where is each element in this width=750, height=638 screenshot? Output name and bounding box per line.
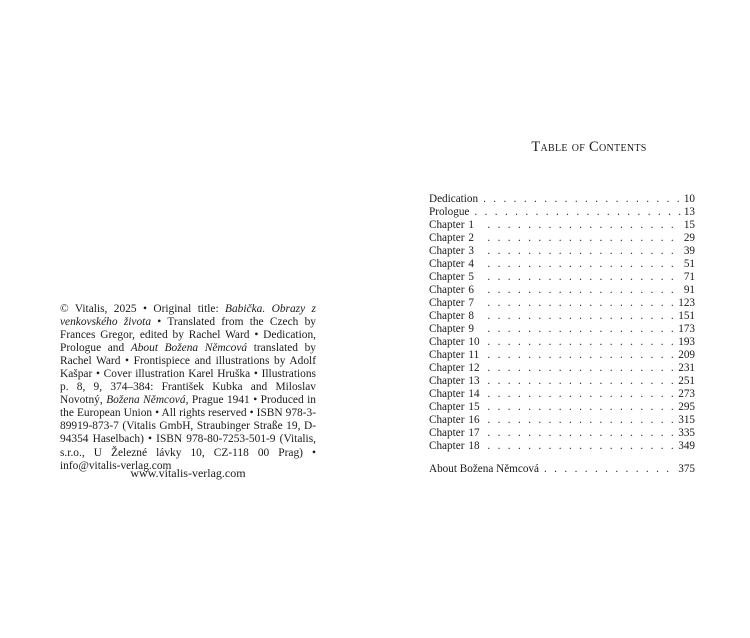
toc-dot-leader xyxy=(487,258,680,271)
copyright-imprint xyxy=(60,303,316,473)
toc-entry-label: About Božena Němcová xyxy=(429,463,539,475)
toc-entry-label: Chapter xyxy=(429,284,465,296)
toc-dot-leader xyxy=(487,219,680,232)
toc-page-number: 193 xyxy=(678,336,695,348)
toc-entry-label: Chapter xyxy=(429,362,465,374)
toc-entry-number: 5 xyxy=(468,271,475,283)
toc-entry-label: Chapter xyxy=(429,271,465,283)
toc-entry[interactable] xyxy=(429,193,695,206)
toc-page-number: 273 xyxy=(678,388,695,400)
toc-entry-label: Chapter xyxy=(429,297,465,309)
toc-page-number: 375 xyxy=(678,463,695,475)
toc-dot-leader xyxy=(487,362,675,375)
toc-entry-label: Chapter xyxy=(429,414,465,426)
toc-page-number: 151 xyxy=(678,310,695,322)
toc-dot-leader xyxy=(474,206,680,219)
toc-dot-leader xyxy=(487,440,675,453)
imprint-italic-title: Božena Němcová xyxy=(106,394,186,407)
toc-page-number: 71 xyxy=(683,271,695,283)
toc-page-number: 315 xyxy=(678,414,695,426)
toc-page-number: 173 xyxy=(678,323,695,335)
toc-entry[interactable] xyxy=(429,427,695,440)
toc-entry-number: 4 xyxy=(468,258,475,270)
toc-entry[interactable] xyxy=(429,245,695,258)
toc-entry[interactable] xyxy=(429,258,695,271)
toc-page-number: 51 xyxy=(683,258,695,270)
toc-page-number: 13 xyxy=(683,206,695,218)
toc-page-number: 209 xyxy=(678,349,695,361)
toc-dot-leader xyxy=(487,388,675,401)
imprint-text-segment: , Prague 1941 • Produced in the European Union • All rights reserved • ISBN 978-3-89919-873-7 (Vitalis GmbH, Straubinger Straße 19, D-94354 Haselbach) • ISBN 978-80-7253-501-9 (Vitalis, s.r.o., U Železné lávky 10, CZ-118 00 Prag) • info@vitalis-verlag.com xyxy=(60,394,316,472)
toc-entry[interactable] xyxy=(429,297,695,310)
toc-dot-leader xyxy=(487,414,675,427)
toc-entry-label: Chapter xyxy=(429,323,465,335)
toc-entry-number: 3 xyxy=(468,245,475,257)
toc-entry-number: 9 xyxy=(468,323,475,335)
toc-dot-leader xyxy=(487,401,675,414)
toc-entry-label: Prologue xyxy=(429,206,470,218)
imprint-paragraph xyxy=(60,303,316,473)
toc-entry-label: Chapter xyxy=(429,349,465,361)
toc-entry-label: Chapter xyxy=(429,375,465,387)
toc-dot-leader xyxy=(487,336,675,349)
toc-entry-label: Chapter xyxy=(429,401,465,413)
toc-dot-leader xyxy=(487,271,680,284)
toc-page-number: 349 xyxy=(678,440,695,452)
toc-dot-leader xyxy=(544,463,675,476)
toc-dot-leader xyxy=(487,245,680,258)
toc-entry[interactable] xyxy=(429,440,695,453)
toc-entry-number: 7 xyxy=(468,297,475,309)
toc-entry-number: 2 xyxy=(468,232,475,244)
toc-entry-number: 18 xyxy=(468,440,480,452)
toc-dot-leader xyxy=(487,310,675,323)
toc-entry-number: 13 xyxy=(468,375,480,387)
toc-entry-label: Chapter xyxy=(429,440,465,452)
toc-list xyxy=(429,193,695,476)
toc-dot-leader xyxy=(483,193,681,206)
toc-entry[interactable] xyxy=(429,362,695,375)
toc-entry-number: 15 xyxy=(468,401,480,413)
toc-entry[interactable] xyxy=(429,284,695,297)
toc-entry-label: Chapter xyxy=(429,388,465,400)
toc-entry[interactable] xyxy=(429,323,695,336)
toc-page-number: 335 xyxy=(678,427,695,439)
toc-entry[interactable] xyxy=(429,206,695,219)
toc-entry-number: 12 xyxy=(468,362,480,374)
toc-entry[interactable] xyxy=(429,271,695,284)
toc-entry[interactable] xyxy=(429,310,695,323)
toc-entry-number: 17 xyxy=(468,427,480,439)
toc-entry[interactable] xyxy=(429,414,695,427)
toc-entry[interactable] xyxy=(429,463,695,476)
toc-entry-number: 8 xyxy=(468,310,475,322)
imprint-text-segment: © Vitalis, 2025 • Original title: xyxy=(60,303,226,315)
toc-entry-label: Chapter xyxy=(429,219,465,231)
toc-page-number: 10 xyxy=(683,193,695,205)
toc-page-number: 231 xyxy=(678,362,695,374)
toc-entry-number: 1 xyxy=(468,219,475,231)
toc-page-number: 15 xyxy=(683,219,695,231)
toc-page-number: 91 xyxy=(683,284,695,296)
toc-entry[interactable] xyxy=(429,388,695,401)
toc-dot-leader xyxy=(487,297,675,310)
imprint-italic-title: Babička. Obrazy z venkovského života xyxy=(60,303,316,329)
toc-entry-label: Chapter xyxy=(429,310,465,322)
toc-entry-label: Chapter xyxy=(429,232,465,244)
toc-entry-label: Chapter xyxy=(429,427,465,439)
toc-entry[interactable] xyxy=(429,349,695,362)
toc-entry[interactable] xyxy=(429,401,695,414)
toc-entry-number: 10 xyxy=(468,336,480,348)
toc-dot-leader xyxy=(487,427,675,440)
toc-entry-label: Dedication xyxy=(429,193,479,205)
toc-entry-label: Chapter xyxy=(429,336,465,348)
toc-entry-label: Chapter xyxy=(429,245,465,257)
toc-entry[interactable] xyxy=(429,232,695,245)
toc-entry-label: Chapter xyxy=(429,258,465,270)
toc-page-number: 29 xyxy=(683,232,695,244)
right-page xyxy=(375,0,750,638)
imprint-text-segment: • Translated from the Czech by Frances Gregor, edited by Rachel Ward • Dedication, Prologue and xyxy=(60,316,316,355)
toc-entry-number: 14 xyxy=(468,388,480,400)
toc-dot-leader xyxy=(487,323,675,336)
toc-page-number: 39 xyxy=(683,245,695,257)
imprint-text-segment: translated by Rachel Ward • Frontispiece and illustrations by Adolf Kašpar • Cover illustration Karel Hruška • Illustrations p. 8, 9, 374–384: František Kubka and Miloslav Novotný, xyxy=(60,342,316,407)
toc-entry-number: 16 xyxy=(468,414,480,426)
toc-dot-leader xyxy=(487,232,680,245)
toc-title: Table of Contents xyxy=(531,139,647,155)
toc-page-number: 123 xyxy=(678,297,695,309)
toc-dot-leader xyxy=(487,284,680,297)
toc-entry[interactable] xyxy=(429,375,695,388)
toc-dot-leader xyxy=(487,349,675,362)
toc-entry-number: 11 xyxy=(468,349,480,361)
toc-page-number: 295 xyxy=(678,401,695,413)
publisher-website: www.vitalis-verlag.com xyxy=(130,466,246,480)
imprint-italic-title: About Božena Němcová xyxy=(130,342,248,355)
toc-entry-number: 6 xyxy=(468,284,475,296)
toc-dot-leader xyxy=(487,375,675,388)
toc-entry[interactable] xyxy=(429,336,695,349)
toc-page-number: 251 xyxy=(678,375,695,387)
toc-entry[interactable] xyxy=(429,219,695,232)
